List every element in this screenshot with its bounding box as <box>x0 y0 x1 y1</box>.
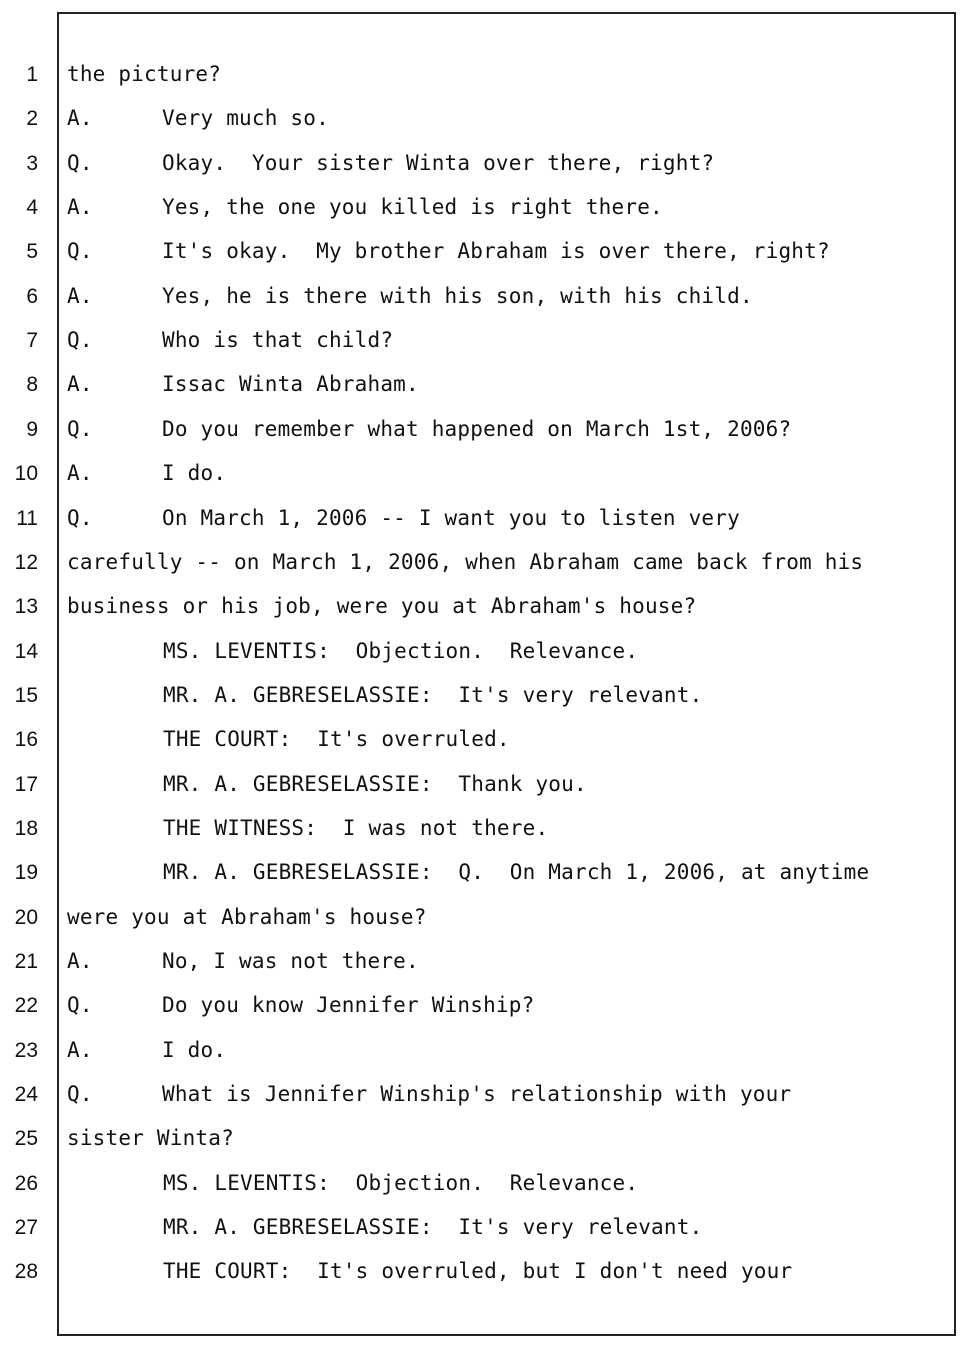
line-number: 8 <box>26 373 38 396</box>
line-number: 7 <box>26 329 38 352</box>
line-number: 1 <box>26 63 38 86</box>
line-text: Who is that child? <box>162 328 394 352</box>
line-text: I do. <box>162 461 227 485</box>
line-text: THE COURT: It's overruled, but I don't need your <box>163 1259 793 1283</box>
line-text: MR. A. GEBRESELASSIE: Thank you. <box>163 772 587 796</box>
line-number: 19 <box>14 861 38 884</box>
line-text: MR. A. GEBRESELASSIE: Q. On March 1, 2006, at anytime <box>163 860 870 884</box>
transcript-line <box>67 593 696 619</box>
line-number: 9 <box>26 418 38 441</box>
qa-label: A. <box>67 106 93 130</box>
line-number: 14 <box>14 640 38 663</box>
line-text: What is Jennifer Winship's relationship with your <box>162 1082 792 1106</box>
transcript-line <box>163 1170 638 1196</box>
transcript-line <box>67 416 791 442</box>
line-text: THE COURT: It's overruled. <box>163 727 510 751</box>
line-text: Do you remember what happened on March 1st, 2006? <box>162 417 792 441</box>
line-text: sister Winta? <box>67 1126 234 1150</box>
line-number: 16 <box>14 728 38 751</box>
transcript-line <box>67 549 863 575</box>
line-number: 17 <box>14 773 38 796</box>
line-number: 6 <box>26 285 38 308</box>
transcript-line <box>163 1214 702 1240</box>
transcript-line <box>67 150 714 176</box>
line-text: were you at Abraham's house? <box>67 905 427 929</box>
qa-label: Q. <box>67 328 93 352</box>
line-text: MS. LEVENTIS: Objection. Relevance. <box>163 1171 639 1195</box>
line-text: MR. A. GEBRESELASSIE: It's very relevant. <box>163 683 703 707</box>
line-text: MR. A. GEBRESELASSIE: It's very relevant. <box>163 1215 703 1239</box>
transcript-line <box>67 1037 226 1063</box>
transcript-line <box>67 460 226 486</box>
line-number: 2 <box>26 107 38 130</box>
transcript-line <box>163 1258 792 1284</box>
qa-label: A. <box>67 461 93 485</box>
line-text: Do you know Jennifer Winship? <box>162 993 535 1017</box>
qa-label: Q. <box>67 506 93 530</box>
line-number: 13 <box>14 595 38 618</box>
line-number: 26 <box>14 1172 38 1195</box>
line-number: 5 <box>26 240 38 263</box>
transcript-line <box>67 105 329 131</box>
line-text: I do. <box>162 1038 227 1062</box>
line-text: No, I was not there. <box>162 949 419 973</box>
transcript-line <box>67 194 663 220</box>
transcript-line <box>163 815 548 841</box>
transcript-line <box>163 859 869 885</box>
transcript-line <box>67 371 419 397</box>
line-number: 3 <box>26 152 38 175</box>
line-number: 4 <box>26 196 38 219</box>
line-text: On March 1, 2006 -- I want you to listen very <box>162 506 740 530</box>
transcript-line <box>67 992 534 1018</box>
transcript-line <box>67 327 393 353</box>
qa-label: A. <box>67 195 93 219</box>
line-text: business or his job, were you at Abraham's house? <box>67 594 697 618</box>
line-text: Okay. Your sister Winta over there, right? <box>162 151 715 175</box>
line-number: 20 <box>14 906 38 929</box>
line-number: 24 <box>14 1083 38 1106</box>
line-text: It's okay. My brother Abraham is over there, right? <box>162 239 830 263</box>
line-number: 22 <box>14 994 38 1017</box>
transcript-line <box>163 771 587 797</box>
line-number: 23 <box>14 1039 38 1062</box>
qa-label: A. <box>67 284 93 308</box>
line-number: 27 <box>14 1216 38 1239</box>
transcript-line <box>67 1081 791 1107</box>
transcript-line <box>163 682 702 708</box>
transcript-line <box>67 904 427 930</box>
qa-label: Q. <box>67 993 93 1017</box>
qa-label: Q. <box>67 151 93 175</box>
line-number: 11 <box>16 507 38 530</box>
qa-label: A. <box>67 1038 93 1062</box>
qa-label: Q. <box>67 1082 93 1106</box>
line-text: carefully -- on March 1, 2006, when Abraham came back from his <box>67 550 864 574</box>
line-text: Yes, the one you killed is right there. <box>162 195 663 219</box>
line-text: MS. LEVENTIS: Objection. Relevance. <box>163 639 639 663</box>
line-number: 10 <box>14 462 38 485</box>
line-text: THE WITNESS: I was not there. <box>163 816 549 840</box>
transcript-line <box>67 505 740 531</box>
transcript-line <box>67 283 753 309</box>
transcript-line <box>67 948 419 974</box>
line-text: Issac Winta Abraham. <box>162 372 419 396</box>
qa-label: Q. <box>67 417 93 441</box>
line-number: 25 <box>14 1127 38 1150</box>
qa-label: A. <box>67 372 93 396</box>
line-number: 18 <box>14 817 38 840</box>
transcript-line <box>67 1125 234 1151</box>
transcript-line <box>163 638 638 664</box>
line-number: 28 <box>14 1260 38 1283</box>
line-text: Very much so. <box>162 106 329 130</box>
line-text: the picture? <box>67 62 222 86</box>
line-number: 21 <box>14 950 38 973</box>
transcript-line <box>67 61 221 87</box>
line-number: 12 <box>14 551 38 574</box>
line-text: Yes, he is there with his son, with his child. <box>162 284 753 308</box>
line-number: 15 <box>14 684 38 707</box>
qa-label: Q. <box>67 239 93 263</box>
transcript-line <box>163 726 510 752</box>
transcript-line <box>67 238 830 264</box>
qa-label: A. <box>67 949 93 973</box>
